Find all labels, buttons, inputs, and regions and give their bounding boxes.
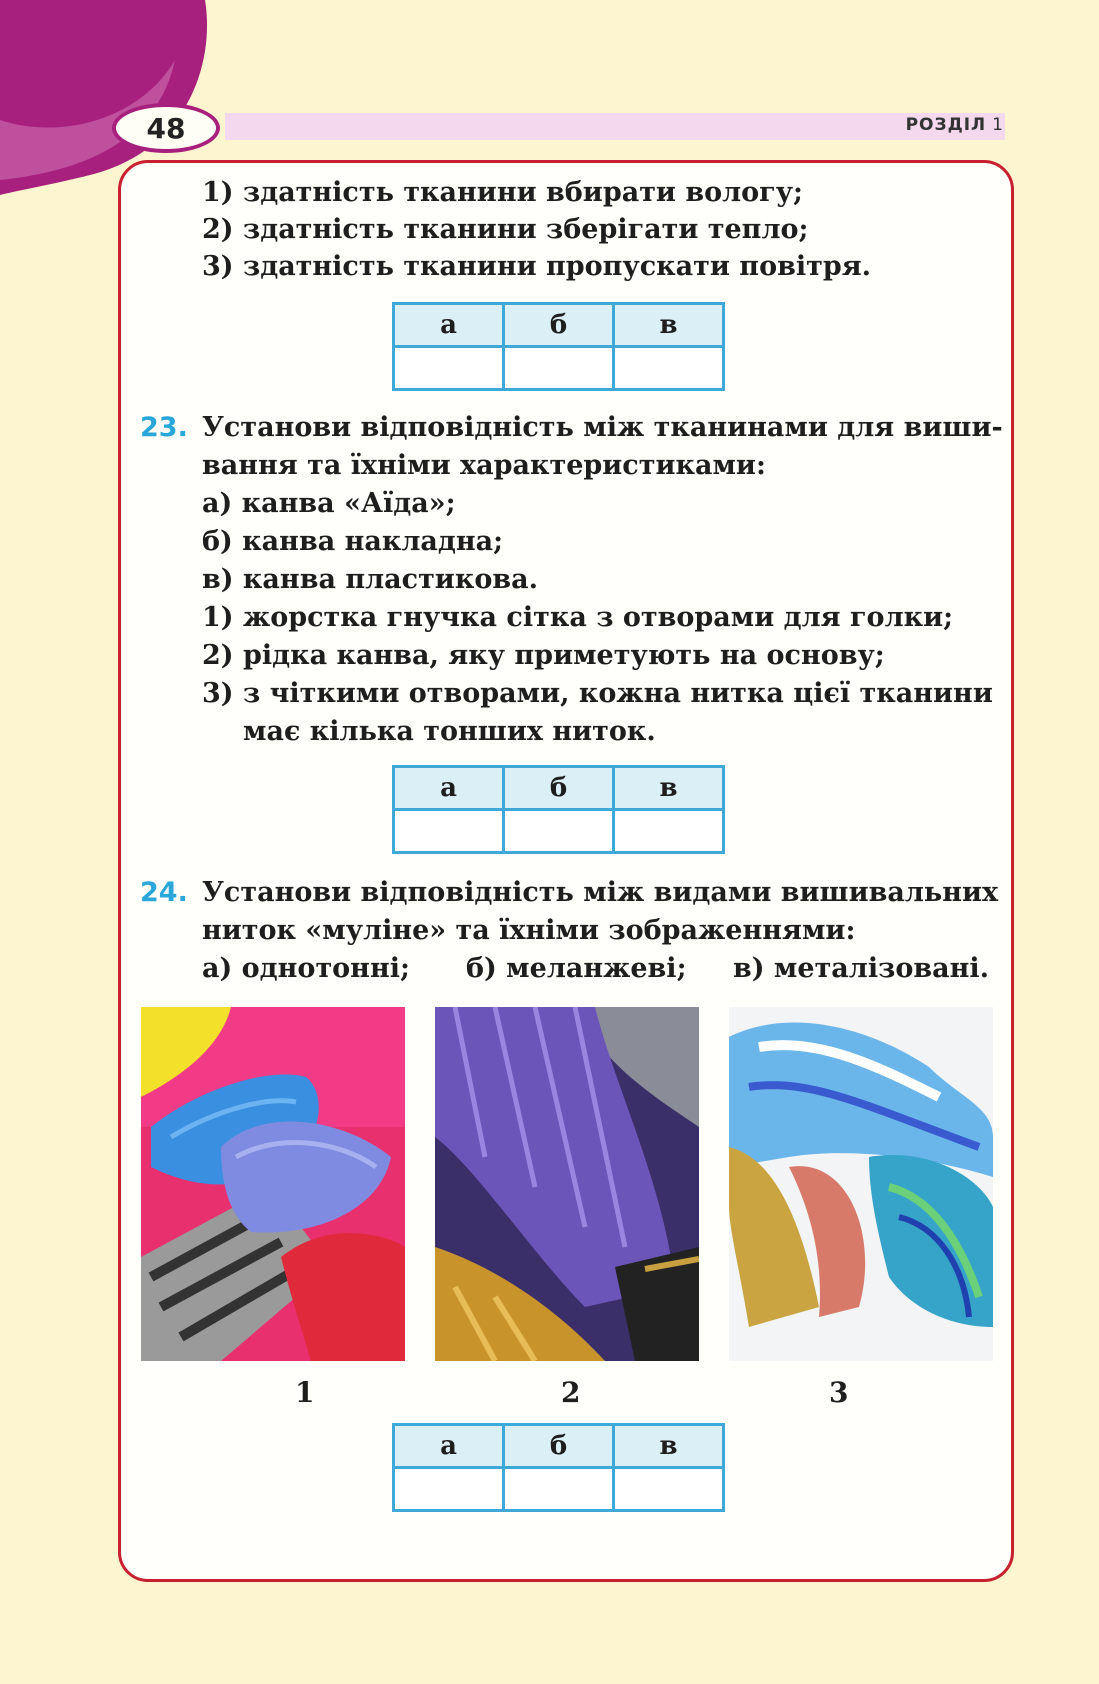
q24-option-b: б) меланжеві;	[466, 953, 687, 984]
section-label	[906, 115, 1004, 135]
solid-color-floss-photo	[141, 1007, 405, 1361]
answer-cell-v[interactable]	[614, 347, 724, 390]
q23-line-7: 2) рідка канва, яку приметують на основу;	[202, 640, 885, 671]
header-a: а	[394, 1425, 504, 1468]
header-v: в	[614, 767, 724, 810]
answer-cell-a[interactable]	[394, 810, 504, 853]
section-number: 1	[992, 115, 1004, 135]
q24-option-v: в) металізовані.	[733, 953, 989, 984]
header-a: а	[394, 767, 504, 810]
q23-line-8: 3) з чіткими отворами, кожна нитка цієї тканини	[202, 678, 993, 709]
page-number: 48	[112, 103, 220, 153]
q23-line-5: в) канва пластикова.	[202, 564, 538, 595]
q24-option-a: а) однотонні;	[202, 953, 410, 984]
answer-cell-v[interactable]	[614, 1468, 724, 1511]
answer-table-24	[392, 1423, 725, 1512]
image-caption-2: 2	[561, 1376, 581, 1409]
image-caption-3: 3	[829, 1376, 849, 1409]
prev-item-3: 3) здатність тканини пропускати повітря.	[202, 251, 872, 282]
answer-cell-b[interactable]	[504, 1468, 614, 1511]
header-band	[225, 113, 1005, 140]
header-b: б	[504, 1425, 614, 1468]
answer-cell-b[interactable]	[504, 810, 614, 853]
answer-cell-v[interactable]	[614, 810, 724, 853]
image-caption-1: 1	[295, 1376, 315, 1409]
q23-line-9: має кілька тонших ниток.	[243, 716, 656, 747]
answer-cell-b[interactable]	[504, 347, 614, 390]
answer-table-23	[392, 765, 725, 854]
prev-item-1: 1) здатність тканини вбирати вологу;	[202, 177, 803, 208]
answer-cell-a[interactable]	[394, 347, 504, 390]
answer-cell-a[interactable]	[394, 1468, 504, 1511]
header-b: б	[504, 304, 614, 347]
variegated-floss-photo	[729, 1007, 993, 1361]
answer-table-22	[392, 302, 725, 391]
header-a: а	[394, 304, 504, 347]
header-v: в	[614, 1425, 724, 1468]
header-b: б	[504, 767, 614, 810]
question-24-number: 24.	[140, 877, 188, 908]
prev-item-2: 2) здатність тканини зберігати тепло;	[202, 214, 809, 245]
q24-line-2: ниток «муліне» та їхніми зображеннями:	[202, 915, 856, 946]
question-23-number: 23.	[140, 412, 188, 443]
q23-line-3: а) канва «Аїда»;	[202, 488, 456, 519]
metallic-floss-photo	[435, 1007, 699, 1361]
q23-line-2: вання та їхніми характеристиками:	[202, 450, 766, 481]
q23-line-4: б) канва накладна;	[202, 526, 504, 557]
q23-line-1: Установи відповідність між тканинами для виши-	[202, 412, 1003, 443]
q24-line-1: Установи відповідність між видами вишивальних	[202, 877, 999, 908]
q23-line-6: 1) жорстка гнучка сітка з отворами для голки;	[202, 602, 954, 633]
header-v: в	[614, 304, 724, 347]
section-word: РОЗДІЛ	[905, 115, 987, 135]
